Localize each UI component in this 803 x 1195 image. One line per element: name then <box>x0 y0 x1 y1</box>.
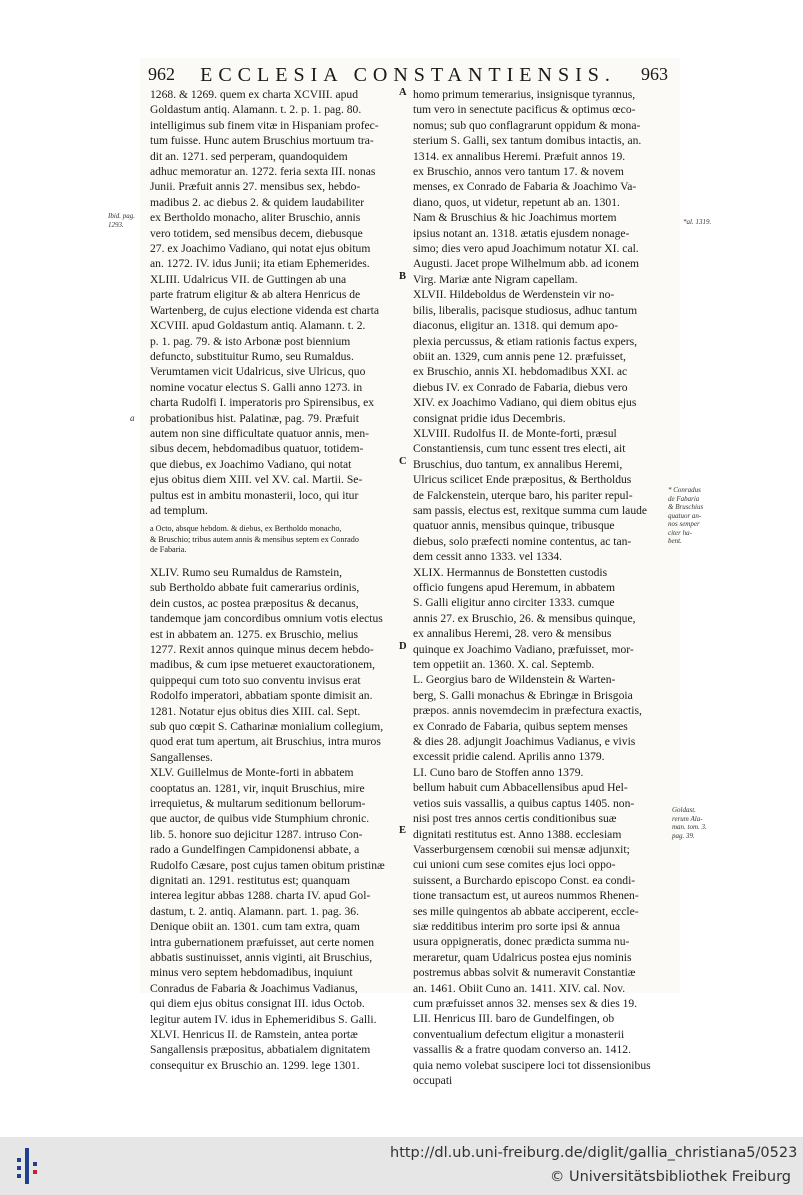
text-line: est in abbatem an. 1275. ex Bruschio, melius <box>150 627 359 641</box>
text-line: ex annalibus Heremi, 28. vero & mensibus <box>413 627 612 641</box>
text-line: ejus obitus diem XIII. vel XV. cal. Martii. Se- <box>150 473 363 487</box>
text-line: 1268. & 1269. quem ex charta XCVIII. apud <box>150 88 358 101</box>
text-line: ex Bruschio, annis XI. hebdomadibus XXI. ac <box>413 365 628 379</box>
text-line: vero totidem, sed mensibus decem, diebusque <box>150 226 363 240</box>
margin-note-line: de Fabaria <box>668 494 700 503</box>
margin-note-line: * Conradus <box>668 486 701 494</box>
text-line: parte fratrum eligitur & ab altera Henricus de <box>150 288 361 302</box>
text-line: an. 1272. IV. idus Junii; ita etiam Ephemerides. <box>150 257 370 271</box>
text-line: sterium S. Galli, sex tantum domibus intactis, an. <box>413 134 642 148</box>
text-line: quinque ex Joachimo Vadiano, præfuisset, mor- <box>413 642 634 656</box>
text-line: excessit pridie calend. Aprilis anno 1379. <box>413 750 605 764</box>
text-line: dit an. 1271. sed perperam, quandoquidem <box>150 149 348 163</box>
text-line: XLIII. Udalricus VII. de Guttingen ab una <box>150 272 347 286</box>
text-line: Conradus de Fabaria & Joachimus Vadianus, <box>150 981 358 995</box>
text-line: Wartenberg, de cujus electione videnda est charta <box>150 303 380 317</box>
margin-note-line: citer ha- <box>668 528 692 537</box>
text-line: suissent, a Burchardo episcopo Const. ea condi- <box>413 873 636 887</box>
section-marker-c: C <box>399 456 407 467</box>
text-line: L. Georgius baro de Wildenstein & Warten- <box>413 673 616 687</box>
text-line: ses mille quingentos ab abbate acciperent, eccle- <box>413 904 639 918</box>
text-line: occupati <box>413 1074 453 1087</box>
text-line: qui diem ejus obitus consignat III. idus Octob. <box>150 997 365 1011</box>
text-line: sibus decem, hebdomadibus quatuor, totidem- <box>150 442 364 456</box>
text-line: & dies 28. adjungit Joachimus Vadianus, e vivis <box>413 735 636 749</box>
text-line: XLIX. Hermannus de Bonstetten custodis <box>413 565 608 579</box>
text-line: tum fuisse. Hunc autem Bruschius mortuum tra- <box>150 134 374 148</box>
margin-note-line: nos semper <box>668 520 700 528</box>
margin-note-line: pag. 39. <box>672 831 695 840</box>
text-line: XIV. ex Joachimo Vadiano, qui diem obitus ejus <box>413 396 637 410</box>
text-line: de Falckenstein, uterque baro, his pariter repul- <box>413 488 633 502</box>
text-line: præpos. annis novemdecim in præfectura exactis, <box>413 704 642 718</box>
text-line: Sangallensis præpositus, abbatialem dignitatem <box>150 1043 371 1057</box>
text-line: vassallis & a fratre quodam converso an. 1412. <box>413 1043 631 1057</box>
text-line: quatuor annis, mensibus quinque, tribusque <box>413 519 615 533</box>
text-line: diano, quos, ut videtur, repetunt ab an. 1301. <box>413 195 620 209</box>
copyright-notice: © Universitätsbibliothek Freiburg <box>549 1169 791 1185</box>
text-line: 1281. Notatur ejus obitus dies XIII. cal. Sept. <box>150 704 361 718</box>
text-line: Bruschius, duo tantum, ex annalibus Heremi, <box>413 457 623 471</box>
section-marker-d: D <box>399 641 407 652</box>
text-line: madibus 2. ac diebus 2. & quidem laudabiliter <box>150 195 365 209</box>
library-logo-icon <box>12 1146 42 1186</box>
margin-note-line: rerum Ala- <box>672 814 703 823</box>
footnote-line: de Fabaria. <box>150 545 187 555</box>
text-line: p. 1. pag. 79. & isto Arbonæ post biennium <box>150 334 351 348</box>
margin-note-line: Ibid. pag. <box>108 212 136 220</box>
text-line: sub quo cœpit S. Catharinæ monialium collegium, <box>150 719 384 733</box>
text-line: diaconus, eligitur an. 1318. qui demum apo- <box>413 319 619 333</box>
margin-note-a: a <box>130 413 135 423</box>
footnote-line: & Bruschio; tribus autem annis & mensibus septem ex Conrado <box>150 534 359 544</box>
text-line: Augusti. Jacet prope Wilhelmum abb. ad iconem <box>413 257 639 271</box>
text-line: dein custos, ac postea præpositus & decanus, <box>150 596 359 610</box>
text-line: sub Bertholdo abbate fuit camerarius ordinis, <box>150 581 360 595</box>
text-line: Junii. Præfuit annis 27. mensibus sex, hebdo- <box>150 180 361 194</box>
text-line: Rodolfo imperatori, abbatiam sponte dimisit an. <box>150 689 373 703</box>
margin-note-line: bent. <box>668 537 682 545</box>
text-line: tum vero in senectute pacificus & optimus œco- <box>413 103 636 117</box>
text-line: nomus; sub quo conflagrarunt oppidum & mona- <box>413 118 641 132</box>
text-line: tione transactum est, ut aureos nummos Rhenen- <box>413 889 639 903</box>
text-line: pultus est in ambitu monasterii, loco, qui itur <box>150 488 359 502</box>
margin-note-line: man. tom. 3. <box>672 823 707 831</box>
text-line: usura oppigneratis, donec prædicta summa nu- <box>413 935 630 949</box>
text-line: 1277. Rexit annos quinque minus decem hebdo- <box>150 642 374 656</box>
viewer-footer <box>0 1137 803 1195</box>
text-line: berg, S. Galli monachus & Ebringæ in Brisgoia <box>413 688 633 702</box>
text-line: dastum, t. 2. antiq. Alamann. part. 1. pag. 36. <box>150 904 359 918</box>
text-line: quod erat tum apertum, ait Bruschius, intra muros <box>150 735 381 749</box>
text-line: nomine vocatur electus S. Galli anno 1273. in <box>150 380 363 394</box>
document-url-link[interactable]: http://dl.ub.uni-freiburg.de/diglit/gallia_christiana5/0523 <box>390 1145 798 1161</box>
text-line: diebus IV. ex Conrado de Fabaria, diebus vero <box>413 380 628 394</box>
text-line: sam passis, electus est, rexitque summa cum laude <box>413 503 648 517</box>
footnote <box>150 524 398 556</box>
text-line: siæ redditibus interim pro sorte ipsi & annua <box>413 919 621 933</box>
text-line: cum præfuisset annos 32. menses sex & dies 19. <box>413 996 638 1010</box>
text-line: simo; dies vero apud Joachimum notatur XI. cal. <box>413 242 639 256</box>
text-line: madibus, & cum ipse metueret exauctorationem, <box>150 658 376 672</box>
section-marker-b: B <box>399 271 407 282</box>
text-line: meraretur, quam Udalricus postea ejus nominis <box>413 950 632 964</box>
margin-note-alt-year: *al. 1319. <box>683 218 712 226</box>
page-number-left: 962 <box>148 64 175 84</box>
page-header <box>148 64 668 88</box>
margin-note-line: 1293. <box>108 220 124 229</box>
text-line: nisi post tres annos certis conditionibus suæ <box>413 812 617 826</box>
text-line: dignitati restitutus est. Anno 1388. ecclesiam <box>413 827 622 841</box>
text-line: que diebus, ex Joachimo Vadiano, qui notat <box>150 457 352 471</box>
text-line: officio fungens apud Heremum, in abbatem <box>413 581 615 594</box>
margin-note-line: Goldast. <box>672 806 696 814</box>
text-line: obiit an. 1329, cum annis pene 12. præfuisset, <box>413 349 626 363</box>
right-column <box>413 87 663 1088</box>
text-line: menses, ex Conrado de Fabaria & Joachimo Va- <box>413 180 637 194</box>
margin-note-ibid <box>108 212 135 229</box>
text-line: bellum habuit cum Abbacellensibus apud Hel- <box>413 781 628 795</box>
margin-note-conradus <box>668 486 703 546</box>
text-line: lib. 5. honore suo dejicitur 1287. intruso Con- <box>150 827 363 841</box>
text-line: legitur autem IV. idus in Ephemeridibus S. Galli. <box>150 1012 377 1026</box>
text-line: quia nemo volebat suscipere loci tot dissensionibus <box>413 1058 651 1072</box>
text-line: Virg. Mariæ ante Nigram capellam. <box>413 272 578 286</box>
text-line: bilis, liberalis, pacisque studiosus, adhuc tantum <box>413 303 638 317</box>
text-line: tandemque jam concordibus omnium votis electus <box>150 612 383 626</box>
text-line: Vasserburgensem cœnobii sui mensæ adjunxit; <box>413 842 630 856</box>
text-line: defuncto, substituitur Rumo, seu Rumaldus. <box>150 349 354 363</box>
text-line: dignitati an. 1291. restitutus est; quanquam <box>150 874 350 887</box>
text-line: Constantiensis, cum tunc essent tres electi, ait <box>413 442 626 456</box>
text-line: plexia percussus, & etiam rationis factus expers, <box>413 334 638 348</box>
text-line: adhuc memoratur an. 1272. feria sexta III. nonas <box>150 165 376 179</box>
text-line: consignat pridie idus Decembris. <box>413 411 566 425</box>
text-line: Verumtamen vicit Udalricus, sive Ulricus, quo <box>150 365 366 379</box>
text-line: an. 1461. Obiit Cuno an. 1411. XIV. cal. Nov. <box>413 981 626 995</box>
text-line: XLV. Guillelmus de Monte-forti in abbatem <box>150 766 354 780</box>
text-line: XLVI. Henricus II. de Ramstein, antea portæ <box>150 1028 358 1042</box>
text-line: conventualium defectum eligitur a monasterii <box>413 1027 625 1041</box>
footnote-line: a Octo, absque hebdom. & diebus, ex Bertholdo monacho, <box>150 524 342 534</box>
text-line: postremus abbas solvit & numeravit Constantiæ <box>413 966 636 980</box>
left-column <box>150 87 398 1073</box>
text-line: intelligimus sub finem vitæ in Hispaniam profec- <box>150 118 379 132</box>
section-marker-e: E <box>399 825 407 836</box>
text-line: ipsius notant an. 1318. ætatis ejusdem nonage- <box>413 226 630 240</box>
margin-note-line: quatuor an- <box>668 511 702 520</box>
text-line: annis 27. ex Bruschio, 26. & mensibus quinque, <box>413 611 636 625</box>
text-line: rado a Gundelfingen Campidonensi abbate, a <box>150 843 360 857</box>
text-line: intra gubernationem præfuisset, aut certe nomen <box>150 935 375 949</box>
text-line: ad templum. <box>150 503 208 517</box>
text-line: vetios suis vassallis, a quibus captus 1405. non- <box>413 796 635 810</box>
text-line: minus vero septem hebdomadibus, inquiunt <box>150 966 353 980</box>
section-marker-a: A <box>399 87 407 98</box>
text-line: S. Galli eligitur anno circiter 1333. cumque <box>413 596 615 610</box>
text-line: Rudolfo Cæsare, post cujus tamen obitum pristinæ <box>150 858 385 872</box>
text-line: tem oppetiit an. 1360. X. cal. Septemb. <box>413 658 595 672</box>
text-line: cooptatus an. 1281, vir, inquit Bruschius, mire <box>150 781 365 795</box>
text-line: Denique obiit an. 1301. cum tam extra, quam <box>150 920 360 934</box>
text-line: irrequietus, & multarum seditionum bellorum- <box>150 796 366 810</box>
text-line: dem cessit anno 1333. vel 1334. <box>413 550 563 564</box>
text-line: interea legitur abbas 1288. charta IV. apud Gol- <box>150 889 371 903</box>
text-line: quippequi cum toto suo conventu invisus erat <box>150 673 361 687</box>
text-line: LI. Cuno baro de Stoffen anno 1379. <box>413 765 584 779</box>
text-line: 27. ex Joachimo Vadiano, qui notat ejus obitum <box>150 242 371 256</box>
text-line: charta Rudolfi I. imperatoris pro Spirensibus, ex <box>150 396 375 410</box>
text-line: XCVIII. apud Goldastum antiq. Alamann. t. 2. <box>150 319 366 333</box>
text-line: LII. Henricus III. baro de Gundelfingen, ob <box>413 1012 615 1026</box>
text-line: ex Conrado de Fabaria, quibus septem menses <box>413 719 628 733</box>
text-line: que auctor, de quibus vide Stumphium chronic. <box>150 812 370 826</box>
text-line: 1314. ex annalibus Heremi. Præfuit annos 19. <box>413 149 626 163</box>
text-line: Goldastum antiq. Alamann. t. 2. p. 1. pag. 80. <box>150 103 362 117</box>
text-line: Nam & Bruschius & hic Joachimus mortem <box>413 211 617 225</box>
text-line: ex Bertholdo monacho, aliter Bruschio, annis <box>150 211 361 225</box>
margin-note-line: & Bruschius <box>668 503 704 511</box>
text-line: XLVII. Hildeboldus de Werdenstein vir no- <box>413 288 615 302</box>
text-line: autem non sine difficultate quatuor annis, men- <box>150 426 370 440</box>
text-line: abbatis sustinuisset, annis viginti, ait Bruschius, <box>150 951 373 965</box>
margin-note-goldast <box>672 806 707 840</box>
text-line: homo primum temerarius, insignisque tyrannus, <box>413 88 636 101</box>
text-line: Ulricus scilicet Ende præpositus, & Bertholdus <box>413 473 632 487</box>
text-line: Sangallenses. <box>150 750 213 764</box>
running-title: ECCLESIA CONSTANTIENSIS. <box>200 64 616 86</box>
text-line: probationibus hist. Palatinæ, pag. 79. Præfuit <box>150 411 360 425</box>
text-line: XLVIII. Rudolfus II. de Monte-forti, præsul <box>413 426 617 440</box>
text-line: ex Bruschio, annos vero tantum 17. & novem <box>413 165 624 179</box>
text-line: cui unioni cum sese comites ejus loci oppo- <box>413 858 616 872</box>
text-line: consequitur ex Bruschio an. 1299. lege 1301. <box>150 1058 360 1072</box>
page-number-right: 963 <box>641 64 668 84</box>
text-line: XLIV. Rumo seu Rumaldus de Ramstein, <box>150 565 343 579</box>
text-line: diebus, solo præfecti nomine contentus, ac tan- <box>413 534 632 548</box>
